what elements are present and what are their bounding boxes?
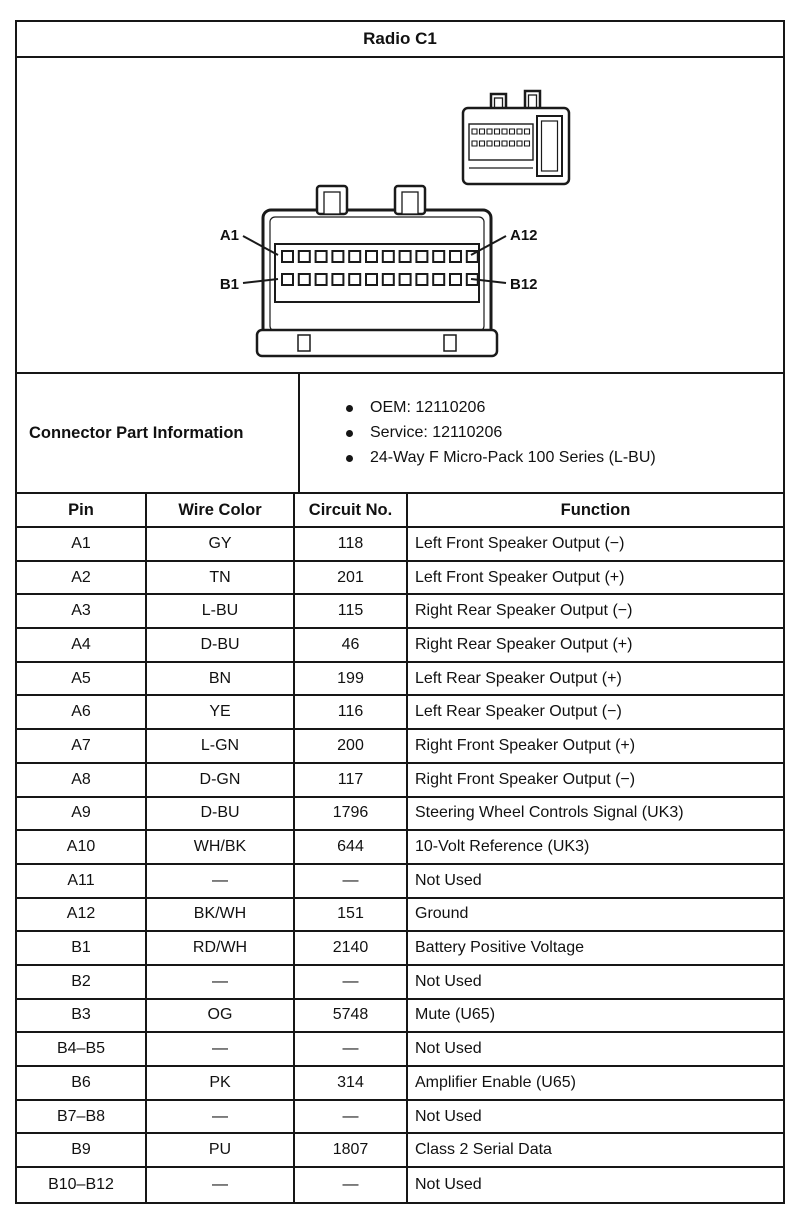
connector-base [257, 330, 497, 356]
pin-cell: B10–B12 [17, 1168, 147, 1202]
part-info-text: 24-Way F Micro-Pack 100 Series (L-BU) [370, 449, 656, 466]
wire-color-cell: L-BU [147, 595, 295, 629]
table-row [17, 798, 783, 832]
part-info-details [300, 374, 783, 492]
part-info-list [300, 392, 666, 474]
function-cell: Not Used [408, 966, 783, 1000]
function-cell: Not Used [415, 1175, 482, 1193]
table-row [17, 528, 783, 562]
part-info-bullet [346, 424, 656, 442]
wire-color-cell: D-GN [147, 764, 295, 798]
pin-label-b12: B12 [510, 276, 538, 293]
wire-color-cell: OG [147, 1000, 295, 1034]
pin-cell: B6 [17, 1067, 147, 1101]
function-cell: Right Rear Speaker Output (−) [408, 595, 783, 629]
function-cell: Amplifier Enable (U65) [408, 1067, 783, 1101]
circuit-no-cell: — [295, 1168, 408, 1202]
function-cell: Steering Wheel Controls Signal (UK3) [408, 798, 783, 832]
function-cell: Battery Positive Voltage [408, 932, 783, 966]
pin-cell: A1 [17, 528, 147, 562]
table-row [17, 1033, 783, 1067]
bullet-icon [346, 405, 353, 412]
circuit-no-cell: 118 [295, 528, 408, 562]
page-title: Radio C1 [17, 22, 783, 58]
circuit-no-cell: 5748 [295, 1000, 408, 1034]
wire-color-cell: PK [147, 1067, 295, 1101]
wire-color-cell: — [147, 1101, 295, 1135]
connector-diagram-area [17, 58, 783, 374]
pin-cell: B1 [17, 932, 147, 966]
pin-cell: B4–B5 [17, 1033, 147, 1067]
circuit-no-cell: 115 [295, 595, 408, 629]
wire-color-cell: L-GN [147, 730, 295, 764]
pin-cell: A2 [17, 562, 147, 596]
wire-color-cell: BK/WH [147, 899, 295, 933]
circuit-no-cell: 151 [295, 899, 408, 933]
connector-part-information-row [17, 374, 783, 494]
table-row [17, 1101, 783, 1135]
function-cell: Left Front Speaker Output (−) [408, 528, 783, 562]
table-row [17, 1000, 783, 1034]
pin-cell: B9 [17, 1134, 147, 1168]
circuit-no-cell: 644 [295, 831, 408, 865]
circuit-no-header: Circuit No. [295, 494, 408, 528]
table-row [17, 696, 783, 730]
bullet-icon [346, 455, 353, 462]
circuit-no-cell: 1807 [295, 1134, 408, 1168]
table-row [17, 932, 783, 966]
circuit-no-cell: 199 [295, 663, 408, 697]
table-row [17, 1134, 783, 1168]
function-cell: Not Used [408, 1101, 783, 1135]
pin-cell: B3 [17, 1000, 147, 1034]
pin-cell: A10 [17, 831, 147, 865]
function-cell: Left Front Speaker Output (+) [408, 562, 783, 596]
function-header: Function [408, 494, 783, 528]
pin-cell: B2 [17, 966, 147, 1000]
table-row [17, 730, 783, 764]
table-row [17, 831, 783, 865]
part-info-bullet [346, 399, 656, 417]
pin-table-body [17, 528, 783, 1202]
circuit-no-cell: 116 [295, 696, 408, 730]
connector-front-view [257, 186, 497, 356]
wire-color-cell: WH/BK [147, 831, 295, 865]
table-row [17, 663, 783, 697]
circuit-no-cell: 117 [295, 764, 408, 798]
pin-cell: A5 [17, 663, 147, 697]
function-cell: Left Rear Speaker Output (−) [408, 696, 783, 730]
pin-cell: A3 [17, 595, 147, 629]
table-row [17, 899, 783, 933]
circuit-no-cell: 1796 [295, 798, 408, 832]
function-cell: Mute (U65) [408, 1000, 783, 1034]
circuit-no-cell: 2140 [295, 932, 408, 966]
wire-color-cell: GY [147, 528, 295, 562]
table-row [17, 966, 783, 1000]
function-cell: Right Rear Speaker Output (+) [408, 629, 783, 663]
function-cell: Ground [408, 899, 783, 933]
circuit-no-cell: — [295, 966, 408, 1000]
connector-diagram [17, 58, 783, 372]
circuit-no-cell: — [295, 1101, 408, 1135]
circuit-no-cell: 201 [295, 562, 408, 596]
circuit-no-cell: — [295, 1033, 408, 1067]
wire-color-cell: TN [147, 562, 295, 596]
part-info-text: OEM: 12110206 [370, 399, 486, 416]
pin-cell: A12 [17, 899, 147, 933]
wire-color-cell: D-BU [147, 798, 295, 832]
function-cell: Right Front Speaker Output (+) [408, 730, 783, 764]
pin-label-a1: A1 [219, 227, 239, 244]
part-info-label: Connector Part Information [17, 374, 300, 492]
pin-label-b1: B1 [219, 276, 239, 293]
wire-color-cell: RD/WH [147, 932, 295, 966]
table-row [17, 1067, 783, 1101]
function-cell: Not Used [408, 1033, 783, 1067]
table-row [17, 1168, 783, 1202]
wire-color-cell: — [147, 865, 295, 899]
bullet-icon [346, 430, 353, 437]
wire-color-cell: PU [147, 1134, 295, 1168]
pin-cell: A9 [17, 798, 147, 832]
function-cell: Left Rear Speaker Output (+) [408, 663, 783, 697]
pin-cell: A4 [17, 629, 147, 663]
pin-header: Pin [17, 494, 147, 528]
pin-cell: A6 [17, 696, 147, 730]
function-cell: Right Front Speaker Output (−) [408, 764, 783, 798]
pin-table-header [17, 494, 783, 528]
pin-label-a12: A12 [510, 227, 538, 244]
pin-cell: A7 [17, 730, 147, 764]
part-info-text: Service: 12110206 [370, 424, 503, 441]
function-cell: 10-Volt Reference (UK3) [408, 831, 783, 865]
circuit-no-cell: 200 [295, 730, 408, 764]
wire-color-cell: BN [147, 663, 295, 697]
circuit-no-cell: 314 [295, 1067, 408, 1101]
table-row [17, 595, 783, 629]
pin-cell: A8 [17, 764, 147, 798]
function-cell: Not Used [408, 865, 783, 899]
wire-color-cell: — [147, 1168, 295, 1202]
table-row [17, 865, 783, 899]
function-cell: Class 2 Serial Data [408, 1134, 783, 1168]
circuit-no-cell: — [295, 865, 408, 899]
wire-color-cell: YE [147, 696, 295, 730]
part-info-bullet [346, 449, 656, 467]
table-row [17, 562, 783, 596]
connector-document [15, 20, 785, 1204]
table-row [17, 629, 783, 663]
pin-cell: A11 [17, 865, 147, 899]
table-row [17, 764, 783, 798]
wire-color-header: Wire Color [147, 494, 295, 528]
wire-color-cell: — [147, 966, 295, 1000]
wire-color-cell: — [147, 1033, 295, 1067]
circuit-no-cell: 46 [295, 629, 408, 663]
connector-side-view [463, 91, 569, 184]
wire-color-cell: D-BU [147, 629, 295, 663]
pin-cell: B7–B8 [17, 1101, 147, 1135]
